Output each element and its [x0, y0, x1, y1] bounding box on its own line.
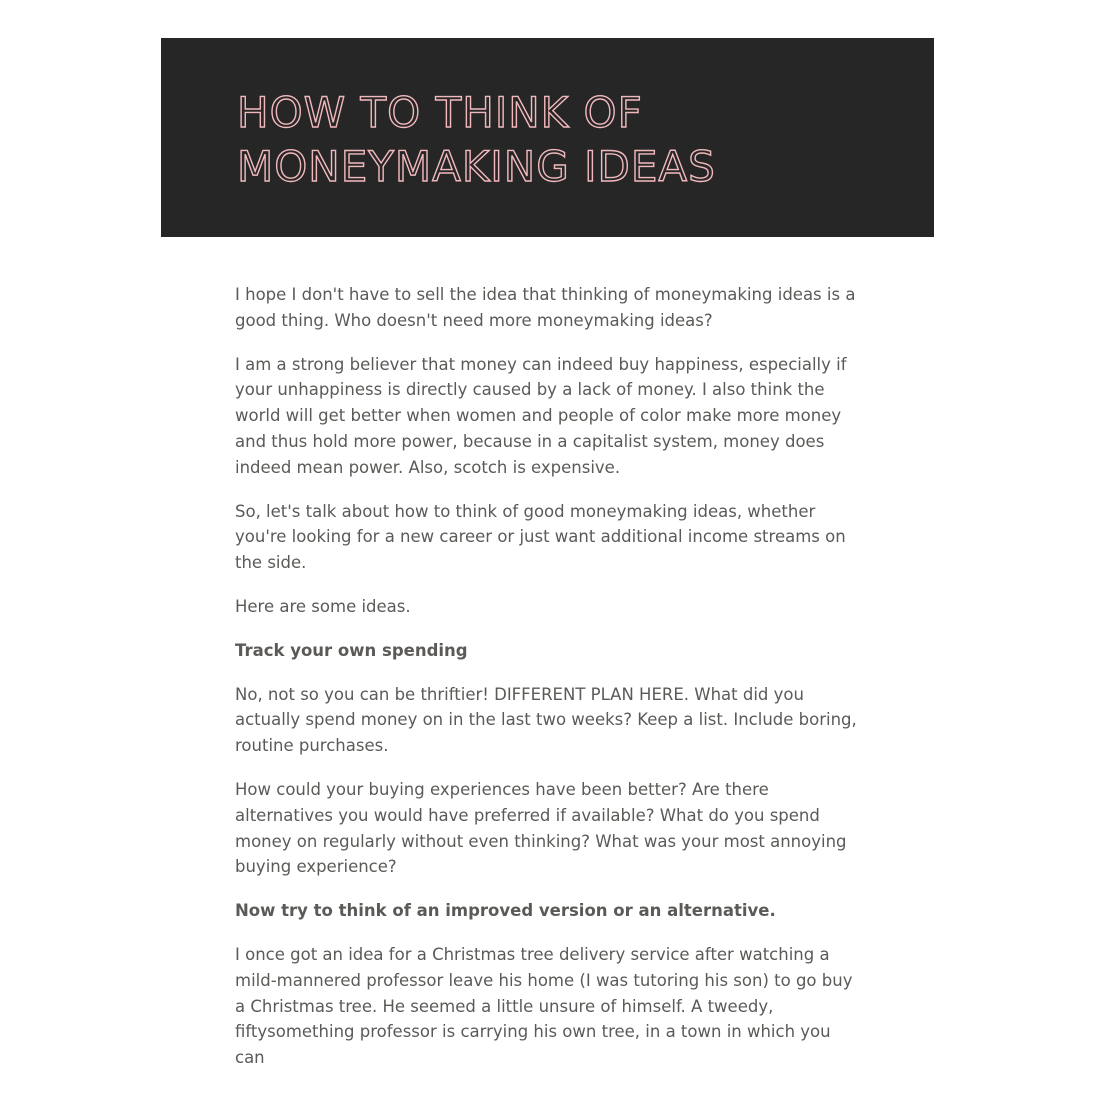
paragraph-buying-experiences: How could your buying experiences have been better? Are there alternatives you would have preferred if available? What do you spend money on regularly without even thinking? What was your most annoying buying experience?	[235, 779, 847, 877]
paragraph-some-ideas: Here are some ideas.	[235, 596, 411, 616]
paragraph-intro: I hope I don't have to sell the idea that thinking of moneymaking ideas is a good thing. Who doesn't need more moneymaking ideas?	[235, 285, 856, 330]
page-title-line-2: MONEYMAKING IDEAS	[237, 142, 716, 191]
subheading-track-spending: Track your own spending	[235, 640, 468, 660]
paragraph-lets-talk: So, let's talk about how to think of good moneymaking ideas, whether you're looking for a new career or just want additional income streams on the side.	[235, 501, 846, 573]
paragraph-not-thriftier: No, not so you can be thriftier! DIFFERENT PLAN HERE. What did you actually spend money on in the last two weeks? Keep a list. Include boring, routine purchases.	[235, 684, 857, 756]
header-banner	[161, 38, 934, 237]
page-title	[237, 86, 716, 194]
subheading-improved-version: Now try to think of an improved version or an alternative.	[235, 901, 776, 921]
paragraph-christmas-tree: I once got an idea for a Christmas tree delivery service after watching a mild-mannered professor leave his home (I was tutoring his son) to go buy a Christmas tree. He seemed a little unsure of himself. A tweedy, fiftysomething professor is carrying his own tree, in a town in which you can	[235, 944, 853, 1068]
article-body	[235, 282, 865, 1089]
paragraph-belief: I am a strong believer that money can indeed buy happiness, especially if your unhappiness is directly caused by a lack of money. I also think the world will get better when women and people of color make more money and thus hold more power, because in a capitalist system, money does indeed mean power. Also, scotch is expensive.	[235, 354, 847, 477]
page-title-line-1: HOW TO THINK OF	[237, 88, 643, 137]
